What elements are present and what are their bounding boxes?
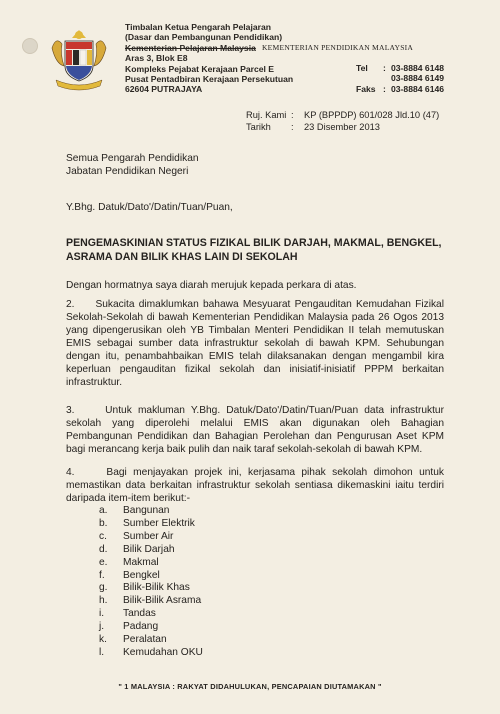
list-item: k. Peralatan <box>99 634 167 646</box>
list-item: d. Bilik Darjah <box>99 543 175 555</box>
date-label: Tarikh <box>246 122 271 132</box>
recipient-line-1: Semua Pengarah Pendidikan <box>66 153 199 164</box>
date-value: 23 Disember 2013 <box>304 122 380 132</box>
reference-labels <box>246 109 286 133</box>
tel2-value: 03-8884 6149 <box>391 73 445 84</box>
sender-division: (Dasar dan Pembangunan Pendidikan) <box>125 32 283 43</box>
contact-values <box>391 63 444 94</box>
contact-colons: : : <box>383 63 386 94</box>
list-item: a. Bangunan <box>99 505 170 516</box>
reference-values <box>304 109 439 133</box>
contact-labels <box>356 63 376 94</box>
coat-of-arms-icon <box>48 26 110 92</box>
ruj-value: KP (BPPDP) 601/028 Jld.10 (47) <box>304 110 440 120</box>
ministry-stamp: KEMENTERIAN PENDIDIKAN MALAYSIA <box>262 43 414 52</box>
punch-hole <box>22 38 38 54</box>
ruj-label: Ruj. Kami <box>246 110 287 120</box>
list-item: j. Padang <box>99 621 159 633</box>
tel-label: Tel <box>356 63 368 73</box>
list-item: h. Bilik-Bilik Asrama <box>99 595 202 607</box>
reference-colons: : : <box>291 110 294 132</box>
list-item: b. Sumber Elektrik <box>99 517 195 529</box>
sender-title: Timbalan Ketua Pengarah Pelajaran <box>125 22 271 32</box>
footer-motto: " 1 MALAYSIA : RAKYAT DIDAHULUKAN, PENCAPAIAN DIUTAMAKAN " <box>118 682 382 691</box>
infrastructure-item-list <box>99 505 203 660</box>
list-item: f. Bengkel <box>99 569 160 581</box>
letter-subject: PENGEMASKINIAN STATUS FIZIKAL BILIK DARJAH, MAKMAL, BENGKEL, ASRAMA DAN BILIK KHAS LAIN DI SEKOLAH <box>66 237 442 263</box>
sender-complex: Kompleks Pejabat Kerajaan Parcel E <box>125 63 275 74</box>
tel-value: 03-8884 6148 <box>391 63 445 73</box>
sender-centre: Pusat Pentadbiran Kerajaan Persekutuan <box>125 74 294 85</box>
salutation: Y.Bhg. Datuk/Dato'/Datin/Tuan/Puan, <box>66 202 233 213</box>
recipient-line-2: Jabatan Pendidikan Negeri <box>66 166 189 177</box>
sender-header <box>125 22 293 95</box>
fax-label: Faks <box>356 83 376 94</box>
list-item: i. Tandas <box>99 608 156 620</box>
tel2-label <box>356 73 376 83</box>
sender-old-ministry: Kementerian Pelajaran Malaysia <box>125 42 256 53</box>
paragraph-1: Dengan hormatnya saya diarah merujuk kepada perkara di atas. <box>66 280 357 291</box>
sender-postcode: 62604 PUTRAJAYA <box>125 84 203 95</box>
list-item: g. Bilik-Bilik Khas <box>99 582 190 594</box>
paragraph-4: 4. Bagi menjayakan projek ini, kerjasama pihak sekolah dimohon untuk memastikan data berkaitan infrastruktur sekolah sentiasa dikemaskini iaitu terdiri daripada item-item berikut:- <box>66 467 444 504</box>
list-item: e. Makmal <box>99 556 159 568</box>
fax-value: 03-8884 6146 <box>391 83 445 94</box>
paragraph-3: 3. Untuk makluman Y.Bhg. Datuk/Dato'/Datin/Tuan/Puan data infrastruktur sekolah yang diperolehi melalui EMIS akan digunakan oleh Bahagian Pembangunan Pendidikan dan Bahagian Perolehan dan Pengurusan Aset KPM bagi merancang kerja baik pulih dan naik taraf sekolah-sekolah di bawah KPM. <box>66 405 444 455</box>
list-item: l. Kemudahan OKU <box>99 646 203 658</box>
list-item: c. Sumber Air <box>99 530 174 542</box>
paragraph-2: 2. Sukacita dimaklumkan bahawa Mesyuarat Pengauditan Kemudahan Fizikal Sekolah-Sekolah di bawah Kementerian Pendidikan Malaysia pada 26 Ogos 2013 yang dipengerusikan oleh YB Timbalan Menteri Pendidikan II telah memutuskan EMIS sebagai sumber data infrastruktur sekolah di bawah KPM. Sehubungan dengan itu, penambahbaikan EMIS telah dilaksanakan dengan mengambil kira keperluan pengauditan fizikal sekolah dan inisiatif-inisiatif PPPM berkaitan infrastruktur. <box>66 299 444 388</box>
recipient-address <box>66 152 444 178</box>
sender-floor: Aras 3, Blok E8 <box>125 53 188 64</box>
